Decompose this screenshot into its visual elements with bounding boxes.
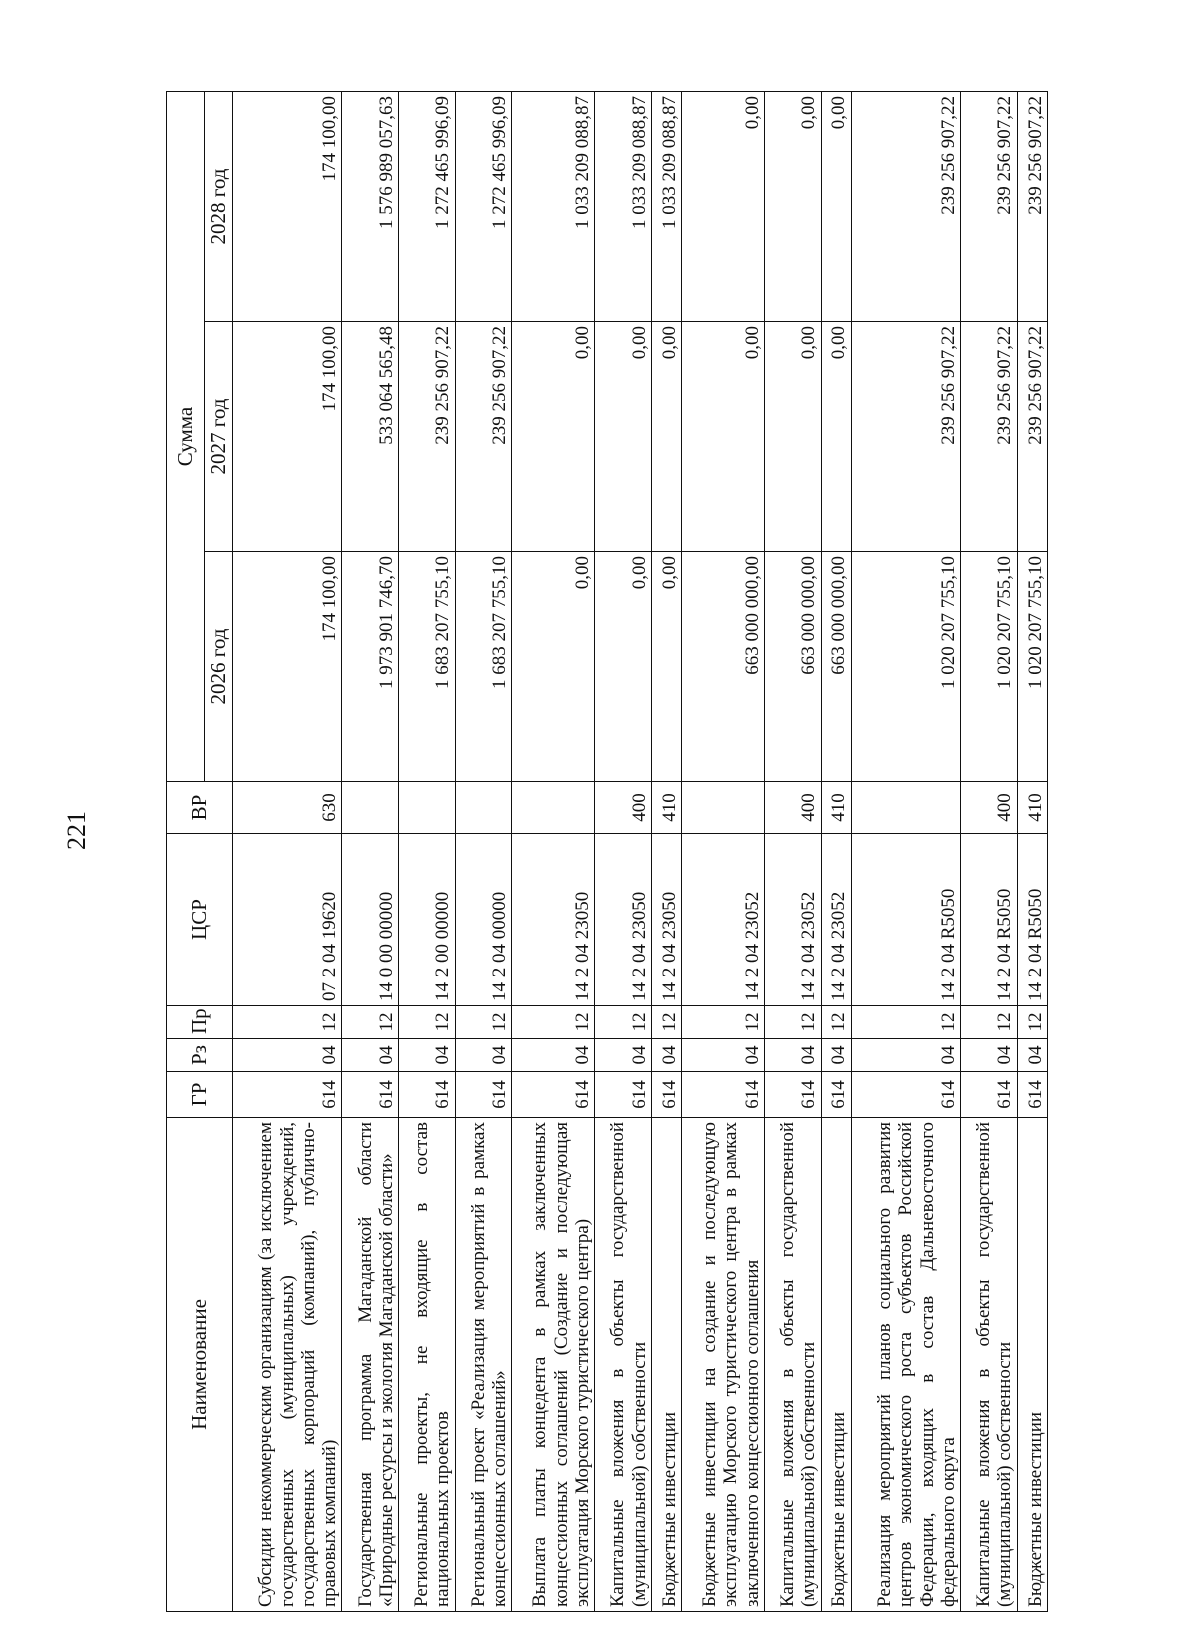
row-rz: 04 (399, 1039, 456, 1072)
row-name: Капитальные вложения в объекты государственной (муниципальной) собственности (961, 1118, 1018, 1612)
row-sum-2027: 174 100,00 (233, 322, 342, 552)
row-gr: 614 (681, 1072, 764, 1118)
row-name: Выплата платы концедента в рамках заключенных концессионных соглашений (Создание и последующая эксплуатация Морского туристического центра) (512, 1118, 595, 1612)
row-sum-2026: 663 000 000,00 (764, 552, 821, 782)
row-sum-2028: 0,00 (681, 91, 764, 321)
row-rz: 04 (681, 1039, 764, 1072)
row-vr: 630 (233, 782, 342, 834)
row-csr: 14 2 04 23052 (681, 834, 764, 1006)
row-rz: 04 (342, 1039, 399, 1072)
row-pr: 12 (342, 1006, 399, 1039)
table-header (167, 91, 233, 1611)
row-gr: 614 (233, 1072, 342, 1118)
row-pr: 12 (651, 1006, 681, 1039)
row-gr: 614 (342, 1072, 399, 1118)
table-row (455, 91, 512, 1611)
row-name: Субсидии некоммерческим организациям (за исключением государственных (муниципальных) учреждений, государственных корпораций (компаний), публично-правовых компаний) (233, 1118, 342, 1612)
row-gr: 614 (399, 1072, 456, 1118)
row-csr: 14 2 04 R5050 (1017, 834, 1047, 1006)
row-sum-2026: 1 020 207 755,10 (851, 552, 960, 782)
row-gr: 614 (595, 1072, 652, 1118)
row-name: Реализация мероприятий планов социального развития центров экономического роста субъектов Российской Федерации, входящих в состав Дальневосточного федерального округа (851, 1118, 960, 1612)
row-rz: 04 (821, 1039, 851, 1072)
row-csr: 14 2 04 23050 (651, 834, 681, 1006)
header-sum: Сумма (167, 91, 205, 781)
table-row (961, 91, 1018, 1611)
row-vr: 400 (595, 782, 652, 834)
row-vr: 410 (1017, 782, 1047, 834)
row-vr (512, 782, 595, 834)
header-year-2028: 2028 год (205, 91, 233, 321)
row-sum-2027: 0,00 (595, 322, 652, 552)
row-name: Региональный проект «Реализация мероприятий в рамках концессионных соглашений» (455, 1118, 512, 1612)
row-name: Капитальные вложения в объекты государственной (муниципальной) собственности (595, 1118, 652, 1612)
row-sum-2026: 0,00 (651, 552, 681, 782)
row-gr: 614 (512, 1072, 595, 1118)
row-rz: 04 (851, 1039, 960, 1072)
table-row (1017, 91, 1047, 1611)
row-rz: 04 (1017, 1039, 1047, 1072)
row-vr: 410 (821, 782, 851, 834)
header-vr: ВР (167, 782, 233, 834)
row-rz: 04 (961, 1039, 1018, 1072)
row-gr: 614 (1017, 1072, 1047, 1118)
header-year-2027: 2027 год (205, 322, 233, 552)
table-body (233, 91, 1048, 1611)
page-number: 221 (62, 811, 91, 850)
row-sum-2027: 0,00 (681, 322, 764, 552)
row-sum-2027: 239 256 907,22 (961, 322, 1018, 552)
row-pr: 12 (681, 1006, 764, 1039)
row-sum-2028: 0,00 (764, 91, 821, 321)
header-pr: Пр (167, 1006, 233, 1039)
row-sum-2028: 1 272 465 996,09 (455, 91, 512, 321)
row-sum-2028: 1 033 209 088,87 (651, 91, 681, 321)
header-rz: Рз (167, 1039, 233, 1072)
row-rz: 04 (651, 1039, 681, 1072)
row-csr: 14 2 04 23052 (821, 834, 851, 1006)
row-csr: 14 0 00 00000 (342, 834, 399, 1006)
header-gr: ГР (167, 1072, 233, 1118)
row-rz: 04 (233, 1039, 342, 1072)
row-vr: 410 (651, 782, 681, 834)
row-sum-2027: 239 256 907,22 (455, 322, 512, 552)
row-csr: 14 2 04 23050 (595, 834, 652, 1006)
row-sum-2027: 239 256 907,22 (399, 322, 456, 552)
row-sum-2027: 0,00 (764, 322, 821, 552)
row-sum-2026: 1 020 207 755,10 (961, 552, 1018, 782)
row-sum-2028: 1 033 209 088,87 (595, 91, 652, 321)
row-name: Государственная программа Магаданской области «Природные ресурсы и экология Магаданской области» (342, 1118, 399, 1612)
row-gr: 614 (764, 1072, 821, 1118)
row-name: Бюджетные инвестиции на создание и последующую эксплуатацию Морского туристического центра в рамках заключенного концессионного соглашения (681, 1118, 764, 1612)
row-vr (681, 782, 764, 834)
table-row (595, 91, 652, 1611)
row-name: Капитальные вложения в объекты государственной (муниципальной) собственности (764, 1118, 821, 1612)
table-row (342, 91, 399, 1611)
row-sum-2026: 1 973 901 746,70 (342, 552, 399, 782)
table-row (764, 91, 821, 1611)
row-csr: 07 2 04 19620 (233, 834, 342, 1006)
row-sum-2028: 239 256 907,22 (851, 91, 960, 321)
row-sum-2028: 239 256 907,22 (1017, 91, 1047, 321)
row-sum-2028: 239 256 907,22 (961, 91, 1018, 321)
row-sum-2028: 1 033 209 088,87 (512, 91, 595, 321)
row-gr: 614 (821, 1072, 851, 1118)
row-pr: 12 (961, 1006, 1018, 1039)
row-gr: 614 (455, 1072, 512, 1118)
row-pr: 12 (399, 1006, 456, 1039)
row-sum-2026: 174 100,00 (233, 552, 342, 782)
row-sum-2026: 1 683 207 755,10 (399, 552, 456, 782)
row-sum-2026: 663 000 000,00 (821, 552, 851, 782)
row-pr: 12 (595, 1006, 652, 1039)
row-gr: 614 (961, 1072, 1018, 1118)
header-name: Наименование (167, 1118, 233, 1612)
row-csr: 14 2 04 00000 (455, 834, 512, 1006)
row-sum-2027: 533 064 565,48 (342, 322, 399, 552)
table-row (399, 91, 456, 1611)
row-sum-2026: 663 000 000,00 (681, 552, 764, 782)
table-row (651, 91, 681, 1611)
budget-table (166, 91, 1048, 1612)
row-csr: 14 2 04 R5050 (961, 834, 1018, 1006)
table-row (233, 91, 342, 1611)
row-pr: 12 (764, 1006, 821, 1039)
row-csr: 14 2 04 23050 (512, 834, 595, 1006)
row-sum-2028: 174 100,00 (233, 91, 342, 321)
row-name: Бюджетные инвестиции (1017, 1118, 1047, 1612)
table-row (821, 91, 851, 1611)
row-vr (455, 782, 512, 834)
row-sum-2026: 1 683 207 755,10 (455, 552, 512, 782)
row-name: Бюджетные инвестиции (651, 1118, 681, 1612)
row-pr: 12 (851, 1006, 960, 1039)
row-rz: 04 (595, 1039, 652, 1072)
row-sum-2027: 0,00 (651, 322, 681, 552)
row-pr: 12 (512, 1006, 595, 1039)
row-vr: 400 (764, 782, 821, 834)
table-row (681, 91, 764, 1611)
row-sum-2027: 239 256 907,22 (1017, 322, 1047, 552)
row-sum-2026: 0,00 (512, 552, 595, 782)
row-sum-2028: 1 576 989 057,63 (342, 91, 399, 321)
rotated-page-content (166, 92, 1048, 1612)
row-pr: 12 (233, 1006, 342, 1039)
header-csr: ЦСР (167, 834, 233, 1006)
row-sum-2028: 0,00 (821, 91, 851, 321)
row-gr: 614 (651, 1072, 681, 1118)
row-sum-2027: 0,00 (512, 322, 595, 552)
header-year-2026: 2026 год (205, 552, 233, 782)
row-sum-2026: 0,00 (595, 552, 652, 782)
row-sum-2027: 0,00 (821, 322, 851, 552)
table-row (851, 91, 960, 1611)
row-name: Бюджетные инвестиции (821, 1118, 851, 1612)
row-pr: 12 (821, 1006, 851, 1039)
row-sum-2028: 1 272 465 996,09 (399, 91, 456, 321)
row-csr: 14 2 00 00000 (399, 834, 456, 1006)
row-gr: 614 (851, 1072, 960, 1118)
row-rz: 04 (455, 1039, 512, 1072)
row-name: Региональные проекты, не входящие в состав национальных проектов (399, 1118, 456, 1612)
row-sum-2027: 239 256 907,22 (851, 322, 960, 552)
row-vr (399, 782, 456, 834)
row-sum-2026: 1 020 207 755,10 (1017, 552, 1047, 782)
table-row (512, 91, 595, 1611)
row-rz: 04 (764, 1039, 821, 1072)
row-pr: 12 (1017, 1006, 1047, 1039)
row-vr (342, 782, 399, 834)
row-csr: 14 2 04 R5050 (851, 834, 960, 1006)
row-vr: 400 (961, 782, 1018, 834)
row-vr (851, 782, 960, 834)
row-csr: 14 2 04 23052 (764, 834, 821, 1006)
row-pr: 12 (455, 1006, 512, 1039)
row-rz: 04 (512, 1039, 595, 1072)
